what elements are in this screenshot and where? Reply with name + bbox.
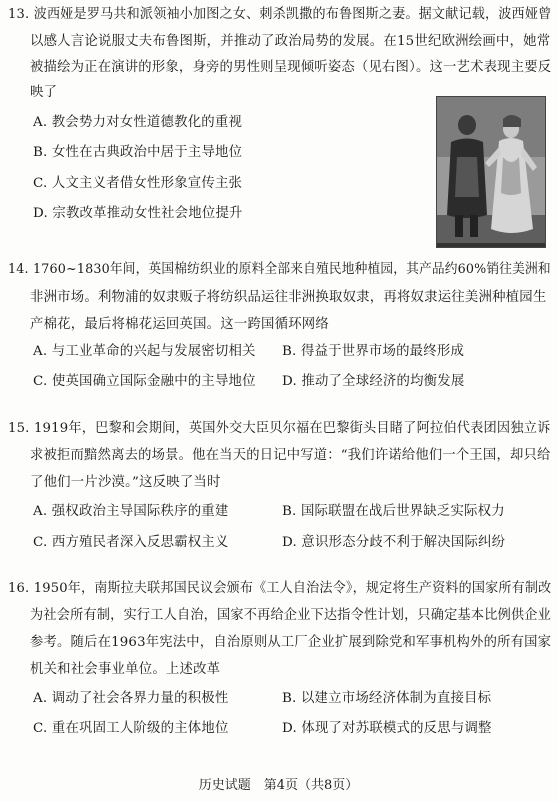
- question-13-option-d[interactable]: D. 宗教改革推动女性社会地位提升: [33, 206, 243, 221]
- question-15-line-2: 求被拒而黯然离去的场景。他在当天的日记中写道：“我们许诺给他们一个王国，却只给: [30, 448, 551, 463]
- question-15-option-b[interactable]: B. 国际联盟在战后世界缺乏实际权力: [282, 504, 505, 519]
- question-15-option-d[interactable]: D. 意识形态分歧不利于解决国际纠纷: [282, 535, 506, 550]
- question-13-line-4: 映了: [30, 85, 58, 100]
- question-15-option-a[interactable]: A. 强权政治主导国际秩序的重建: [33, 504, 229, 519]
- question-15-line-3: 了他们一片沙漠。”这反映了当时: [30, 475, 221, 490]
- question-16-option-a[interactable]: A. 调动了社会各界力量的积极性: [33, 691, 229, 706]
- page-footer: 历史试题 第4页（共8页）: [198, 778, 359, 793]
- question-15-line-1: 15. 1919年，巴黎和会期间，英国外交大臣贝尔福在巴黎街头目睹了阿拉伯代表团因独立诉: [8, 421, 551, 436]
- question-14-option-d[interactable]: D. 推动了全球经济的均衡发展: [282, 374, 465, 389]
- question-16-line-1: 16. 1950年，南斯拉夫联邦国民议会颁布《工人自治法令》，规定将生产资料的国家所有制改: [8, 581, 552, 596]
- portia-painting-icon: [436, 96, 546, 248]
- question-14-line-2: 非洲市场。利物浦的奴隶贩子将纺织品运往非洲换取奴隶，再将奴隶运往美洲种植园生: [30, 290, 547, 305]
- question-16-option-b[interactable]: B. 以建立市场经济体制为直接目标: [282, 691, 492, 706]
- question-14-option-c[interactable]: C. 使英国确立国际金融中的主导地位: [33, 374, 256, 389]
- question-16-line-4: 机关和社会事业单位。上述改革: [30, 662, 221, 677]
- question-14-line-3: 产棉花，最后将棉花运回英国。这一跨国循环网络: [30, 317, 329, 332]
- question-14-option-b[interactable]: B. 得益于世界市场的最终形成: [282, 344, 465, 359]
- question-14-line-1: 14. 1760~1830年间，英国棉纺织业的原料全部来自殖民地种植园，其产品约60%销往美洲和: [8, 262, 551, 277]
- question-16-line-2: 为社会所有制，实行工人自治，国家不再给企业下达指令性计划，只确定基本比例供企业: [30, 608, 552, 623]
- question-16-option-c[interactable]: C. 重在巩固工人阶级的主体地位: [33, 721, 229, 736]
- question-16-line-3: 参考。随后在1963年宪法中，自治原则从工厂企业扩展到除党和军事机构外的所有国家: [30, 635, 552, 650]
- question-13-option-b[interactable]: B. 女性在古典政治中居于主导地位: [33, 145, 243, 160]
- question-14-option-a[interactable]: A. 与工业革命的兴起与发展密切相关: [33, 344, 256, 359]
- question-13-line-1: 13. 波西娅是罗马共和派领袖小加图之女、刺杀凯撒的布鲁图斯之妻。据文献记载，波西娅曾: [8, 7, 552, 22]
- question-13-option-a[interactable]: A. 教会势力对女性道德教化的重视: [33, 115, 243, 130]
- question-13-line-2: 以感人言论说服丈夫布鲁图斯，并推动了政治局势的发展。在15世纪欧洲绘画中，她常: [30, 34, 551, 49]
- question-16-option-d[interactable]: D. 体现了对苏联模式的反思与调整: [282, 721, 492, 736]
- question-15-option-c[interactable]: C. 西方殖民者深入反思霸权主义: [33, 535, 229, 550]
- question-13-line-3: 被描绘为正在演讲的形象，身旁的男性则呈现倾听姿态（见右图）。这一艺术表现主要反: [30, 60, 552, 75]
- question-13-option-c[interactable]: C. 人文主义者借女性形象宣传主张: [33, 176, 243, 191]
